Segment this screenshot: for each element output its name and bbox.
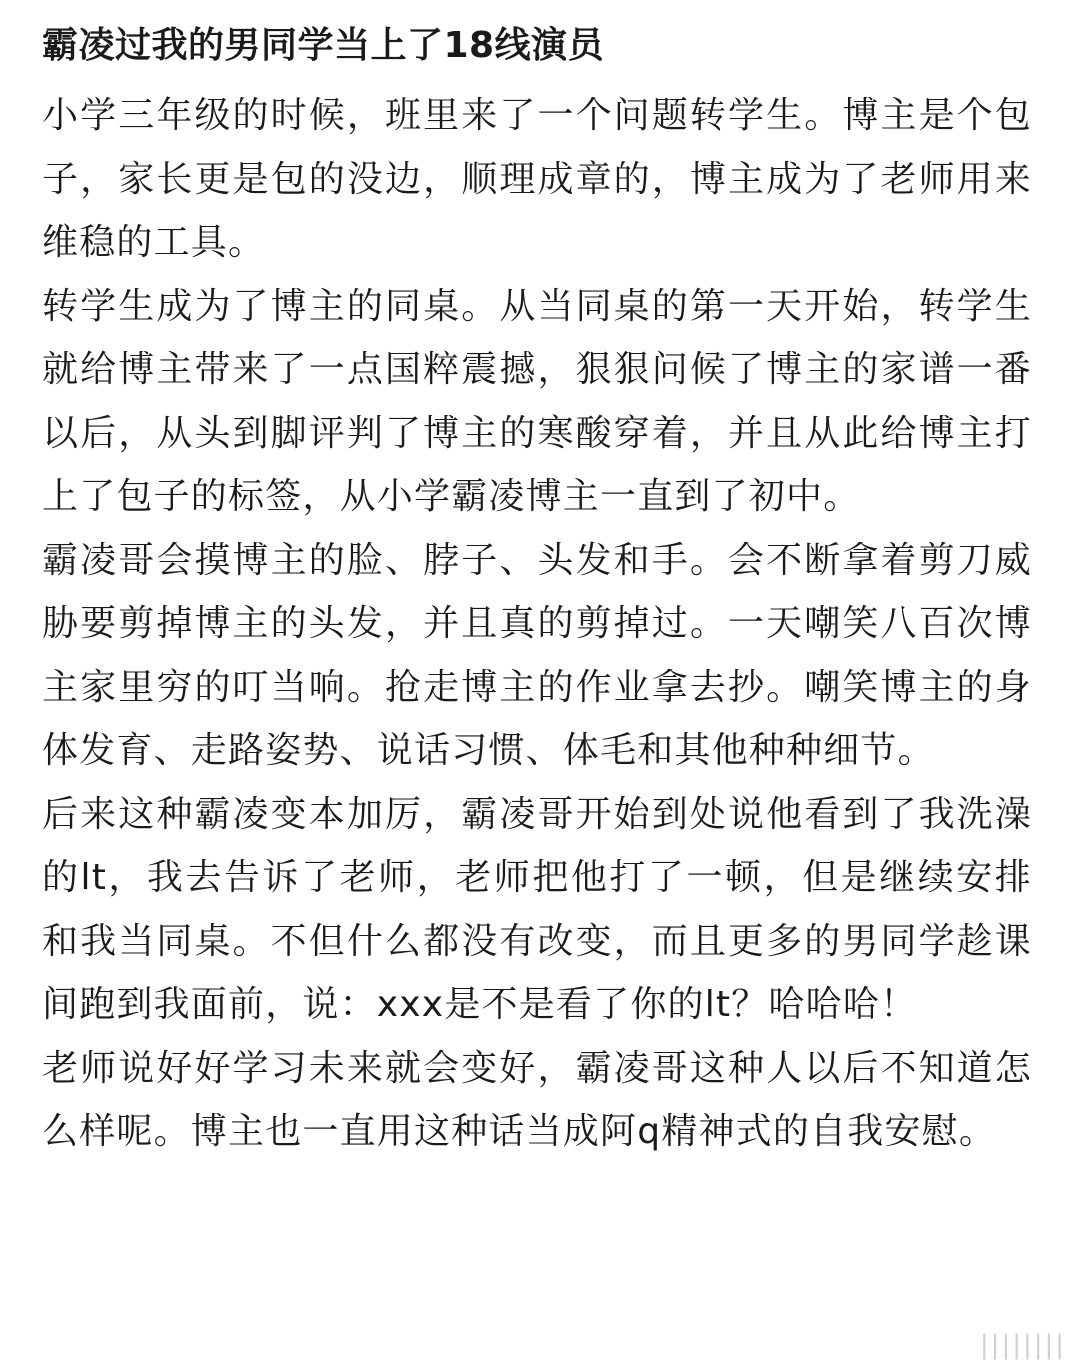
paragraph-4: 后来这种霸凌变本加厉，霸凌哥开始到处说他看到了我洗澡的lt，我去告诉了老师，老师把他打了一顿，但是继续安排和我当同桌。不但什么都没有改变，而且更多的男同学趁课间跑到我面前，说：xxx是不是看了你的lt？哈哈哈！ (42, 793, 1032, 1025)
post-container (42, 18, 1032, 1164)
paragraph-5: 老师说好好学习未来就会变好，霸凌哥这种人以后不知道怎么样呢。博主也一直用这种话当成阿q精神式的自我安慰。 (42, 1047, 1032, 1152)
post-title: 霸凌过我的男同学当上了18线演员 (42, 25, 605, 66)
post-body (42, 84, 1032, 1164)
watermark: |||||||| (979, 1330, 1066, 1360)
paragraph-3: 霸凌哥会摸博主的脸、脖子、头发和手。会不断拿着剪刀威胁要剪掉博主的头发，并且真的剪掉过。一天嘲笑八百次博主家里穷的叮当响。抢走博主的作业拿去抄。嘲笑博主的身体发育、走路姿势、说话习惯、体毛和其他种种细节。 (42, 539, 1032, 771)
paragraph-1: 小学三年级的时候，班里来了一个问题转学生。博主是个包子，家长更是包的没边，顺理成章的，博主成为了老师用来维稳的工具。 (42, 95, 1032, 263)
paragraph-2: 转学生成为了博主的同桌。从当同桌的第一天开始，转学生就给博主带来了一点国粹震撼，狠狠问候了博主的家谱一番以后，从头到脚评判了博主的寒酸穿着，并且从此给博主打上了包子的标签，从小学霸凌博主一直到了初中。 (42, 285, 1032, 517)
